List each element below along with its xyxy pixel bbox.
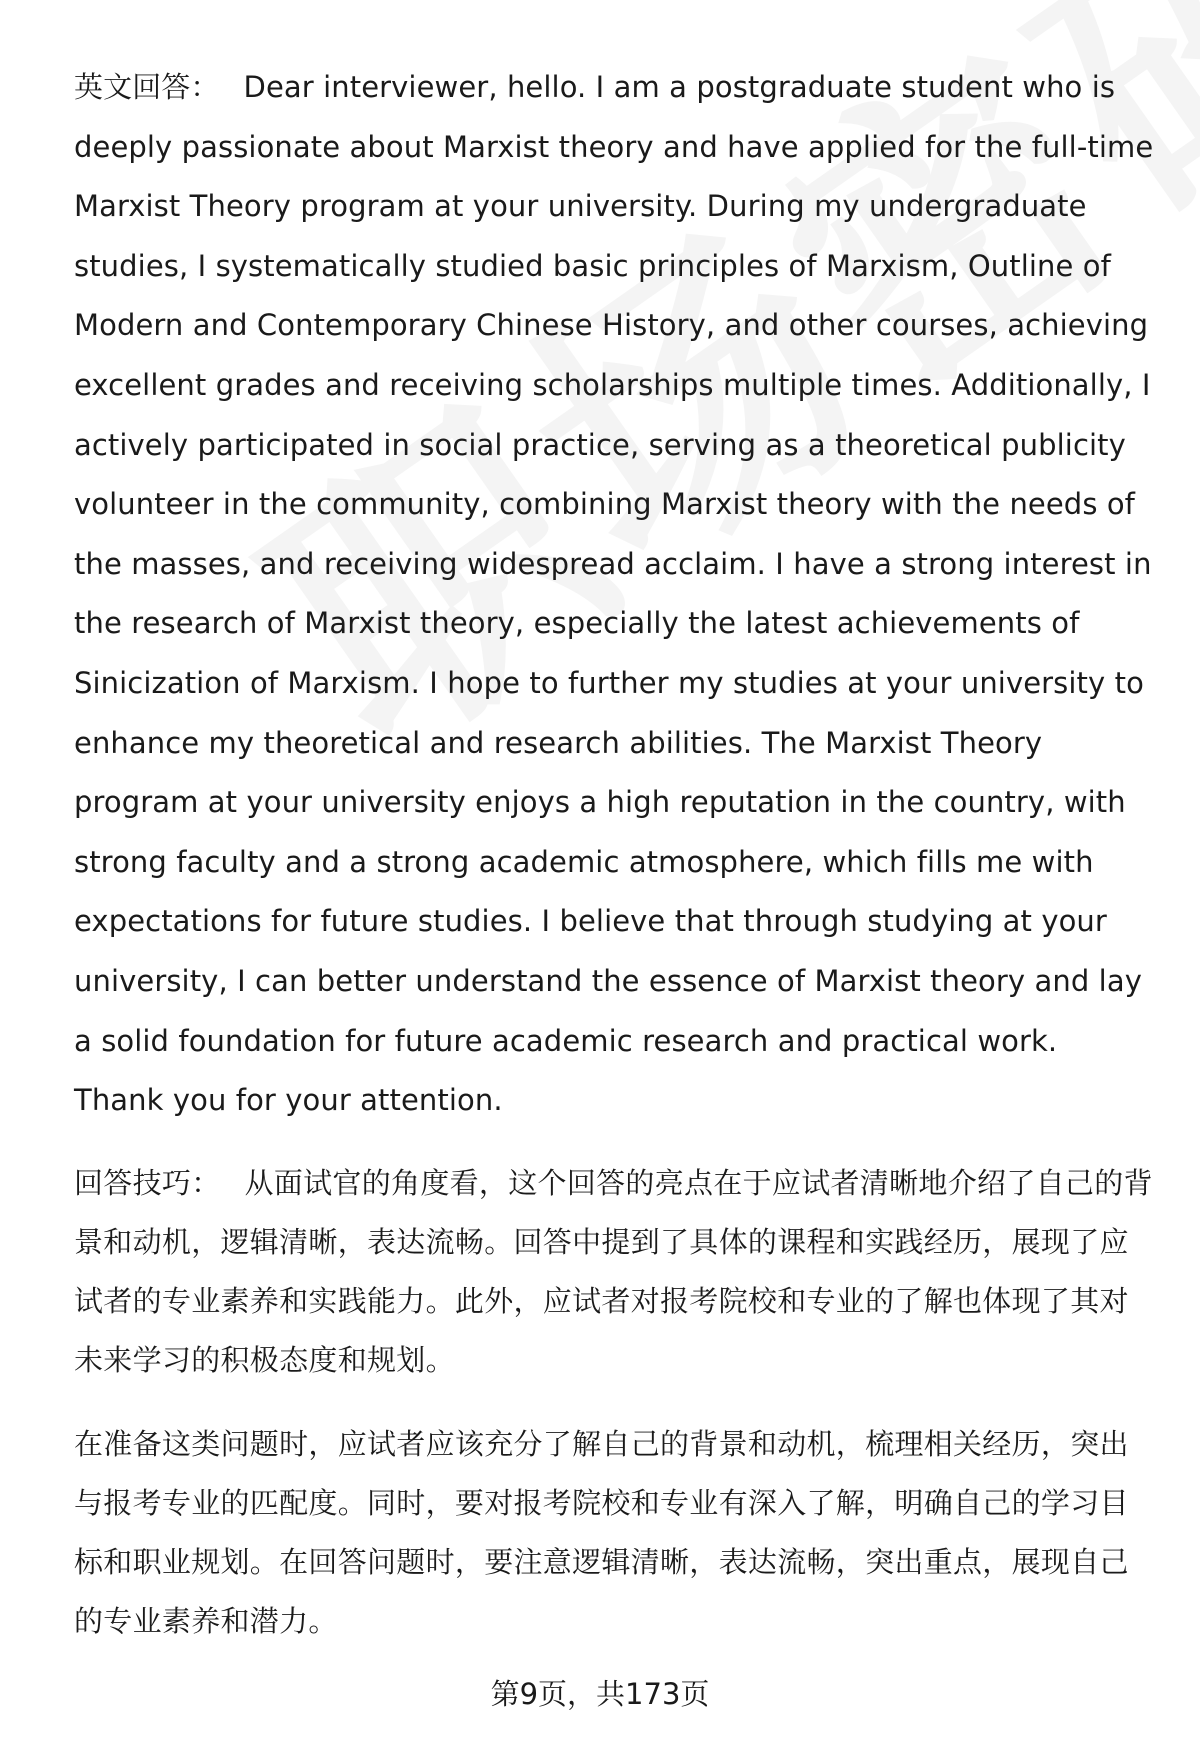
document-page	[74, 58, 1154, 1651]
english-answer-label: 英文回答：	[74, 70, 220, 104]
answer-tips-label: 回答技巧：	[74, 1165, 221, 1200]
english-answer-paragraph	[74, 58, 1154, 1131]
preparation-advice-text: 在准备这类问题时，应试者应该充分了解自己的背景和动机，梳理相关经历，突出与报考专业的匹配度。同时，要对报考院校和专业有深入了解，明确自己的学习目标和职业规划。在回答问题时，要注意逻辑清晰，表达流畅，突出重点，展现自己的专业素养和潜力。	[74, 1426, 1129, 1638]
page-number: 第9页，共173页	[490, 1677, 710, 1711]
english-answer-text: Dear interviewer, hello. I am a postgraduate student who is deeply passionate about Marxist theory and have applied for the full-time Marxist Theory program at your university. During my undergraduate studies, I systematically studied basic principles of Marxism, Outline of Modern and Contemporary Chinese History, and other courses, achieving excellent grades and receiving scholarships multiple times. Additionally, I actively participated in social practice, serving as a theoretical publicity volunteer in the community, combining Marxist theory with the needs of the masses, and receiving widespread acclaim. I have a strong interest in the research of Marxist theory, especially the latest achievements of Sinicization of Marxism. I hope to further my studies at your university to enhance my theoretical and research abilities. The Marxist Theory program at your university enjoys a high reputation in the country, with strong faculty and a strong academic atmosphere, which fills me with expectations for future studies. I believe that through studying at your university, I can better understand the essence of Marxist theory and lay a solid foundation for future academic research and practical work. Thank you for your attention.	[74, 70, 1154, 1118]
answer-tips-paragraph	[74, 1154, 1154, 1390]
answer-tips-text: 从面试官的角度看，这个回答的亮点在于应试者清晰地介绍了自己的背景和动机，逻辑清晰，表达流畅。回答中提到了具体的课程和实践经历，展现了应试者的专业素养和实践能力。此外，应试者对报考院校和专业的了解也体现了其对未来学习的积极态度和规划。	[74, 1165, 1153, 1377]
preparation-advice-paragraph	[74, 1415, 1154, 1651]
